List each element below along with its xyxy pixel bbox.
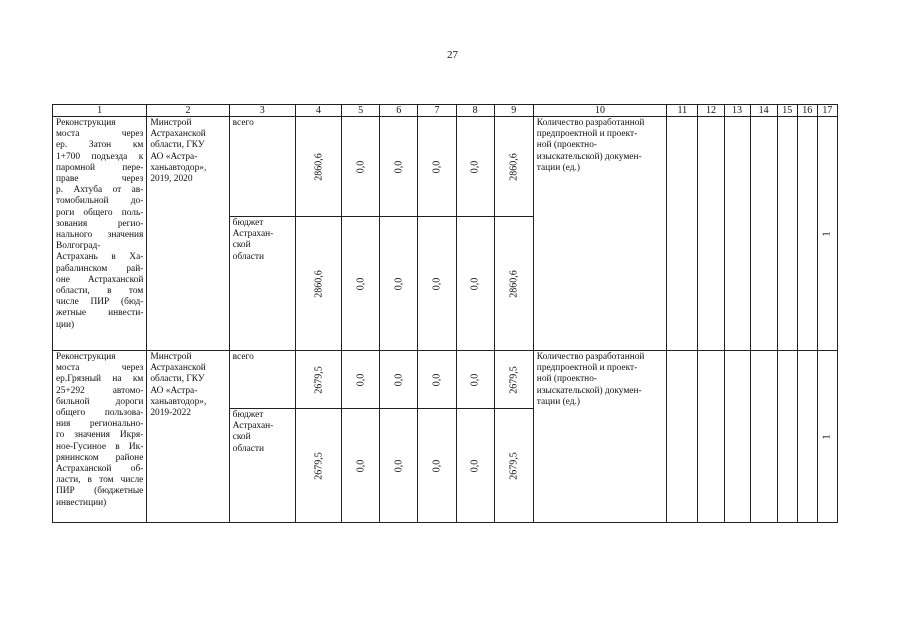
amount-cell <box>494 217 533 351</box>
table-row <box>53 117 838 217</box>
amount-cell <box>295 351 341 409</box>
amount-value: 0,0 <box>431 459 443 472</box>
object-name-line: ласти, в том числе <box>56 475 144 486</box>
column-header: 3 <box>229 105 295 117</box>
object-name-line: оне Астраханской <box>56 274 144 285</box>
object-name-line: ер.Грязный на км <box>56 374 144 385</box>
object-name-line: Астраханской об- <box>56 464 144 475</box>
funding-source-total: всего <box>229 351 295 409</box>
object-name-line: паромной пере- <box>56 162 144 173</box>
executor-cell: Минстрой Астраханской области, ГКУ АО «Астра- ханьавтодор», 2019, 2020 <box>147 117 229 351</box>
column-header: 9 <box>494 105 533 117</box>
amount-cell <box>418 217 456 351</box>
funding-source-total: всего <box>229 117 295 217</box>
amount-cell <box>418 351 456 409</box>
page-number: 27 <box>447 49 458 61</box>
column-header: 10 <box>533 105 667 117</box>
executor-cell: Минстрой Астраханской области, ГКУ АО «Астра- ханьавтодор», 2019-2022 <box>147 351 229 523</box>
column-header: 6 <box>380 105 418 117</box>
object-name-line: моста через <box>56 363 144 374</box>
object-name-line: ции) <box>56 319 75 330</box>
object-name-line: ния регионально- <box>56 419 144 430</box>
object-name-line: нального значения <box>56 230 144 241</box>
object-name-line: числе ПИР (бюд- <box>56 297 144 308</box>
amount-cell <box>342 117 380 217</box>
empty-cell <box>698 351 724 523</box>
object-name-line: го значения Икря- <box>56 430 144 441</box>
empty-cell <box>724 117 750 351</box>
object-name-cell <box>53 117 147 351</box>
object-name-line: Астрахань в Ха- <box>56 252 144 263</box>
amount-value: 2679,5 <box>508 365 520 394</box>
empty-cell <box>667 351 698 523</box>
column-header: 5 <box>342 105 380 117</box>
object-name-line: рянинском районе <box>56 452 144 463</box>
amount-cell <box>494 409 533 523</box>
object-name-line: зования регио- <box>56 218 144 229</box>
funding-source-budget: бюджет Астрахан- ской области <box>229 409 295 523</box>
object-name-line: области, в том <box>56 286 144 297</box>
amount-cell <box>494 351 533 409</box>
count-value: 1 <box>820 230 833 237</box>
amount-cell <box>380 217 418 351</box>
empty-cell <box>797 351 817 523</box>
object-name-line: ер. Затон км <box>56 140 144 151</box>
amount-value: 0,0 <box>469 277 481 290</box>
column-header: 12 <box>698 105 724 117</box>
column-header: 8 <box>456 105 494 117</box>
object-name-line: роги общего поль- <box>56 207 144 218</box>
amount-cell <box>456 351 494 409</box>
count-cell <box>817 117 837 351</box>
object-name-line: рабалинском рай- <box>56 263 144 274</box>
amount-cell <box>380 117 418 217</box>
funding-source-budget: бюджет Астрахан- ской области <box>229 217 295 351</box>
indicator-cell: Количество разработанной предпроектной и проект- ной (проектно- изыскательской) докумен- тации (ед.) <box>533 351 667 523</box>
empty-cell <box>698 117 724 351</box>
amount-cell <box>380 351 418 409</box>
amount-cell <box>456 217 494 351</box>
object-name-line: 1+700 подъезда к <box>56 151 144 162</box>
empty-cell <box>750 117 777 351</box>
object-name-line: ПИР (бюджетные <box>56 486 144 497</box>
amount-value: 0,0 <box>431 160 443 173</box>
program-table <box>52 104 838 523</box>
amount-cell <box>342 409 380 523</box>
amount-cell <box>342 351 380 409</box>
amount-value: 2860,6 <box>312 269 324 298</box>
object-name-cell <box>53 351 147 523</box>
count-value: 1 <box>820 433 833 440</box>
amount-value: 0,0 <box>355 459 367 472</box>
amount-cell <box>295 409 341 523</box>
amount-cell <box>295 117 341 217</box>
amount-value: 0,0 <box>431 277 443 290</box>
object-name-line: инвестиции) <box>56 497 107 508</box>
empty-cell <box>750 351 777 523</box>
object-name-line: Волгоград- <box>56 241 101 252</box>
count-cell <box>817 351 837 523</box>
column-header: 16 <box>797 105 817 117</box>
amount-value: 0,0 <box>393 459 405 472</box>
empty-cell <box>777 117 797 351</box>
amount-value: 0,0 <box>393 373 405 386</box>
column-header: 1 <box>53 105 147 117</box>
object-name-line: жетные инвести- <box>56 308 144 319</box>
amount-value: 0,0 <box>469 459 481 472</box>
amount-value: 0,0 <box>431 373 443 386</box>
amount-cell <box>418 409 456 523</box>
amount-value: 2679,5 <box>508 451 520 480</box>
amount-cell <box>494 117 533 217</box>
amount-cell <box>418 117 456 217</box>
object-name-line: моста через <box>56 129 144 140</box>
amount-value: 2860,6 <box>508 269 520 298</box>
object-name-line: общего пользова- <box>56 408 144 419</box>
amount-value: 0,0 <box>393 160 405 173</box>
amount-value: 0,0 <box>393 277 405 290</box>
object-name-line: Реконструкция <box>56 352 116 362</box>
amount-value: 0,0 <box>469 373 481 386</box>
amount-cell <box>456 117 494 217</box>
column-header: 14 <box>750 105 777 117</box>
empty-cell <box>777 351 797 523</box>
amount-value: 2860,6 <box>508 152 520 181</box>
header-row <box>53 105 838 117</box>
column-header: 4 <box>295 105 341 117</box>
amount-cell <box>456 409 494 523</box>
amount-value: 2860,6 <box>312 152 324 181</box>
object-name-line: 25+292 автомо- <box>56 385 144 396</box>
empty-cell <box>667 117 698 351</box>
object-name-line: ное-Гусиное в Ик- <box>56 441 144 452</box>
amount-value: 0,0 <box>355 277 367 290</box>
column-header: 7 <box>418 105 456 117</box>
amount-value: 0,0 <box>355 160 367 173</box>
table-row <box>53 351 838 409</box>
empty-cell <box>797 117 817 351</box>
amount-value: 2679,5 <box>312 451 324 480</box>
amount-cell <box>342 217 380 351</box>
object-name-line: томобильной до- <box>56 196 144 207</box>
amount-value: 2679,5 <box>312 365 324 394</box>
object-name-line: праве через <box>56 174 144 185</box>
amount-cell <box>380 409 418 523</box>
column-header: 11 <box>667 105 698 117</box>
object-name-line: р. Ахтуба от ав- <box>56 185 144 196</box>
amount-value: 0,0 <box>469 160 481 173</box>
column-header: 15 <box>777 105 797 117</box>
column-header: 2 <box>147 105 229 117</box>
amount-cell <box>295 217 341 351</box>
object-name-line: бильной дороги <box>56 396 144 407</box>
column-header: 17 <box>817 105 837 117</box>
amount-value: 0,0 <box>355 373 367 386</box>
empty-cell <box>724 351 750 523</box>
column-header: 13 <box>724 105 750 117</box>
indicator-cell: Количество разработанной предпроектной и проект- ной (проектно- изыскательской) докумен- тации (ед.) <box>533 117 667 351</box>
object-name-line: Реконструкция <box>56 118 116 128</box>
